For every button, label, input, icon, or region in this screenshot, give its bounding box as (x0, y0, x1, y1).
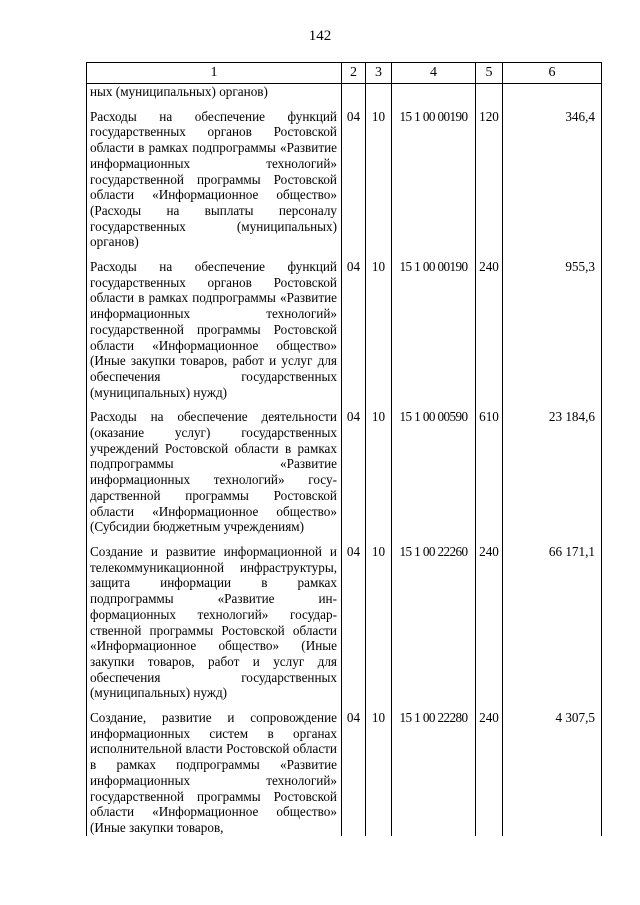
row-subsection-code (366, 84, 392, 100)
header-col-1: 1 (87, 63, 342, 84)
row-target-article: 15 1 00 00190 (392, 100, 476, 250)
row-amount: 346,4 (503, 100, 602, 250)
table-row (87, 84, 602, 100)
row-section-code: 04 (342, 535, 366, 701)
row-section-code (342, 84, 366, 100)
row-target-article: 15 1 00 00190 (392, 250, 476, 400)
row-expense-type: 240 (476, 250, 503, 400)
table-row (87, 400, 602, 535)
row-subsection-code: 10 (366, 701, 392, 836)
row-expense-type: 610 (476, 400, 503, 535)
row-amount: 4 307,5 (503, 701, 602, 836)
row-description: Расходы на обеспечение функций государственных органов Ростовской области в рамках подпрограммы «Развитие информационных технологий» государственной программы Ростовской области «Информационное общество» (Иные закупки товаров, работ и услуг для обеспечения государственных (муниципальных) нужд) (87, 250, 342, 400)
row-target-article: 15 1 00 22260 (392, 535, 476, 701)
row-description: ных (муниципальных) органов) (87, 84, 342, 100)
row-target-article: 15 1 00 00590 (392, 400, 476, 535)
budget-table (86, 62, 602, 836)
row-subsection-code: 10 (366, 535, 392, 701)
row-description: Расходы на обеспечение деятельности (оказание услуг) государственных учреждений Ростовской области в рамках подпрограммы «Развитие информационных технологий» государственной программы Ростовской области «Информационное общество» (Субсидии бюджетным учреждениям) (87, 400, 342, 535)
row-subsection-code: 10 (366, 250, 392, 400)
table-row (87, 250, 602, 400)
row-description: Создание, развитие и сопровождение информационных систем в органах исполнительной власти Ростовской области в рамках подпрограммы «Развитие информационных технологий» государственной программы Ростовской области «Информационное общество» (Иные закупки товаров, (87, 701, 342, 836)
row-amount: 66 171,1 (503, 535, 602, 701)
row-section-code: 04 (342, 701, 366, 836)
row-subsection-code: 10 (366, 100, 392, 250)
row-subsection-code: 10 (366, 400, 392, 535)
header-col-5: 5 (476, 63, 503, 84)
row-description: Создание и развитие информационной и телекоммуникационной инфраструктуры, защита информации в рамках подпрограммы «Развитие информационных технологий» государственной программы Ростовской области «Информационное общество» (Иные закупки товаров, работ и услуг для обеспечения государственных (муниципальных) нужд) (87, 535, 342, 701)
row-expense-type: 120 (476, 100, 503, 250)
row-amount (503, 84, 602, 100)
row-amount: 955,3 (503, 250, 602, 400)
row-section-code: 04 (342, 400, 366, 535)
table-row (87, 701, 602, 836)
header-col-3: 3 (366, 63, 392, 84)
header-col-2: 2 (342, 63, 366, 84)
row-section-code: 04 (342, 100, 366, 250)
row-amount: 23 184,6 (503, 400, 602, 535)
page-number: 142 (308, 28, 332, 44)
row-description: Расходы на обеспечение функций государственных органов Ростовской области в рамках подпрограммы «Развитие информационных технологий» государственной программы Ростовской области «Информационное общество» (Расходы на выплаты персоналу государственных (муниципальных) органов) (87, 100, 342, 250)
row-target-article: 15 1 00 22280 (392, 701, 476, 836)
row-section-code: 04 (342, 250, 366, 400)
table-row (87, 535, 602, 701)
header-col-4: 4 (392, 63, 476, 84)
header-col-6: 6 (503, 63, 602, 84)
row-expense-type: 240 (476, 701, 503, 836)
table-row (87, 100, 602, 250)
row-expense-type: 240 (476, 535, 503, 701)
table-header-row (87, 63, 602, 84)
row-expense-type (476, 84, 503, 100)
row-target-article (392, 84, 476, 100)
